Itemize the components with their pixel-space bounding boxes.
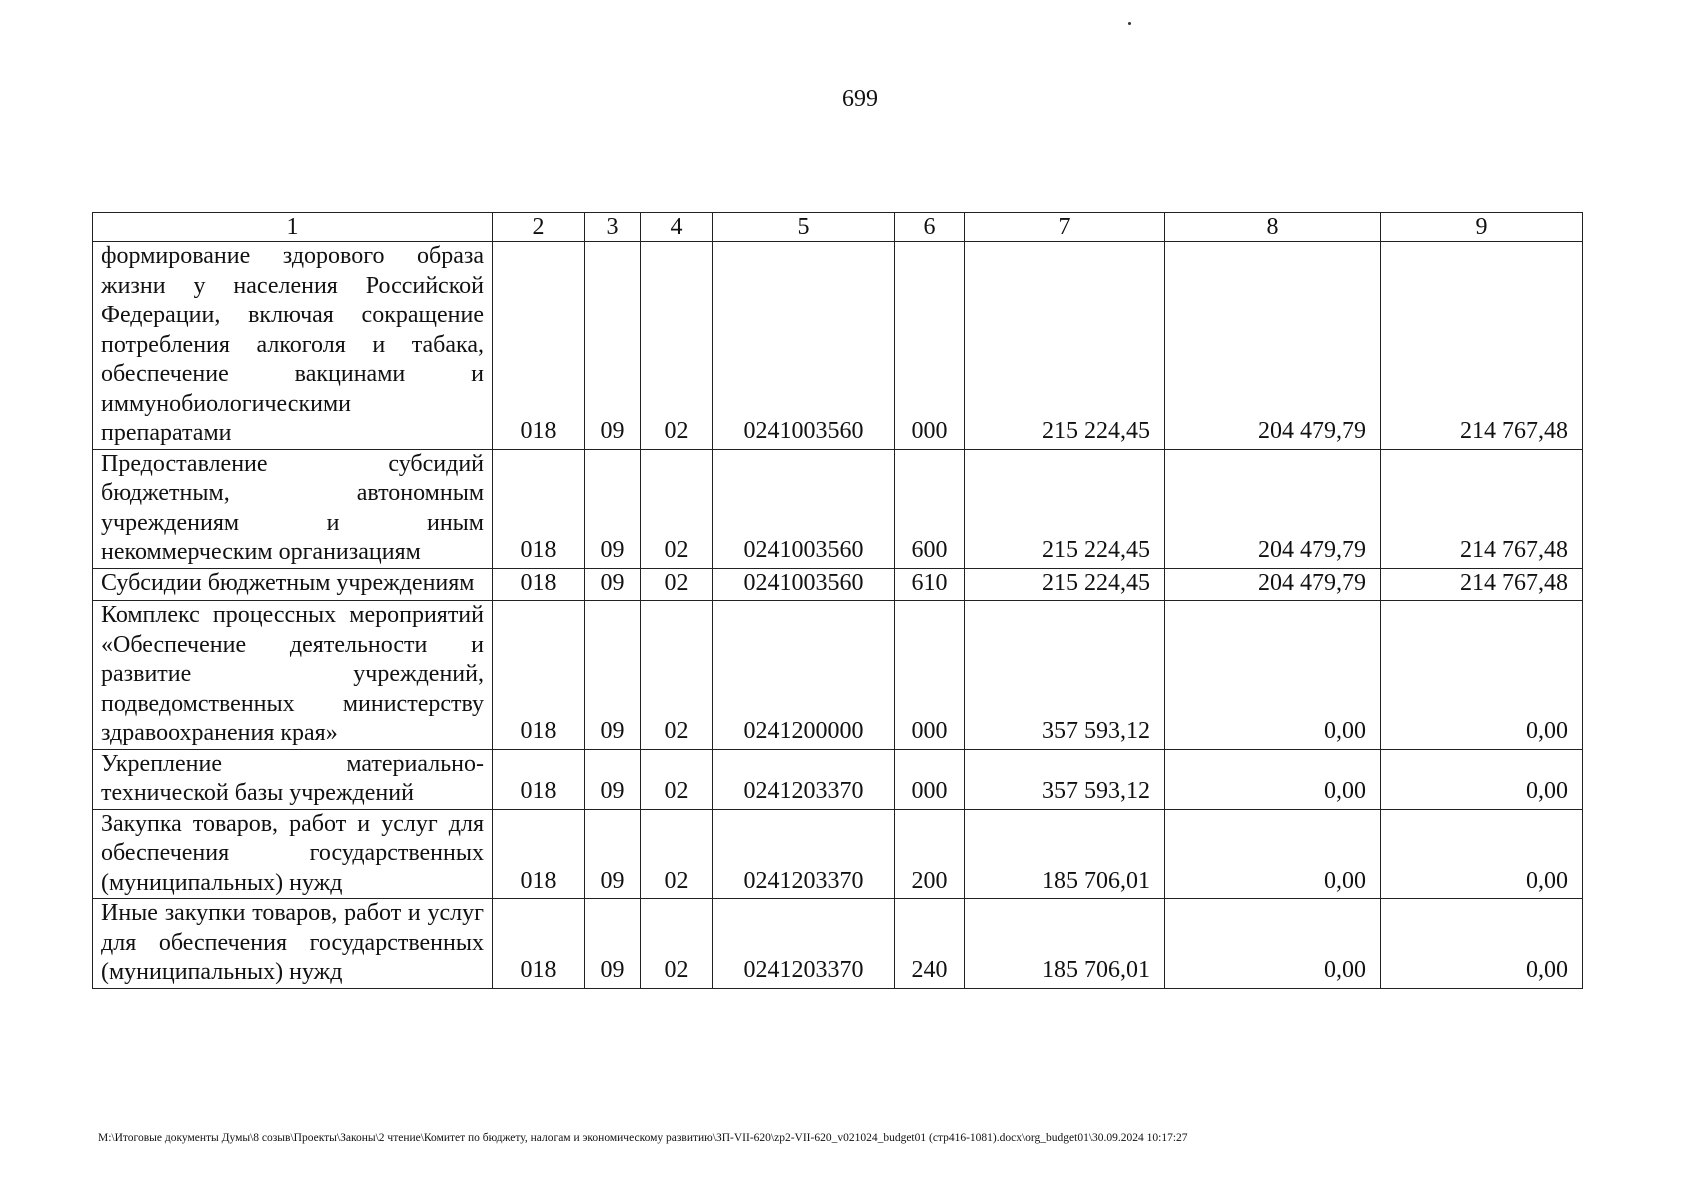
- expense-type-code: 000: [895, 601, 965, 750]
- table-row: [93, 568, 1583, 601]
- amount-col8: 0,00: [1165, 809, 1381, 899]
- table-row: [93, 899, 1583, 989]
- subsection-code: 02: [641, 749, 713, 809]
- amount-col7: 215 224,45: [965, 242, 1165, 450]
- column-header: 5: [713, 213, 895, 242]
- table-row: [93, 601, 1583, 750]
- table-row: [93, 809, 1583, 899]
- subsection-code: 02: [641, 899, 713, 989]
- ministry-code: 018: [493, 568, 585, 601]
- subsection-code: 02: [641, 449, 713, 568]
- target-item-code: 0241203370: [713, 749, 895, 809]
- expense-type-code: 000: [895, 242, 965, 450]
- amount-col8: 0,00: [1165, 899, 1381, 989]
- target-item-code: 0241003560: [713, 568, 895, 601]
- column-header: 6: [895, 213, 965, 242]
- amount-col9: 214 767,48: [1381, 242, 1583, 450]
- section-code: 09: [585, 449, 641, 568]
- section-code: 09: [585, 568, 641, 601]
- section-code: 09: [585, 899, 641, 989]
- amount-col8: 0,00: [1165, 601, 1381, 750]
- ministry-code: 018: [493, 242, 585, 450]
- row-name: формирование здорового образа жизни у населения Российской Федерации, включая сокращение потребления алкоголя и табака, обеспечение вакцинами и иммунобиологическими препаратами: [93, 242, 493, 450]
- subsection-code: 02: [641, 809, 713, 899]
- expense-type-code: 610: [895, 568, 965, 601]
- amount-col8: 204 479,79: [1165, 568, 1381, 601]
- target-item-code: 0241003560: [713, 242, 895, 450]
- row-name: Закупка товаров, работ и услуг для обеспечения государственных (муниципальных) нужд: [93, 809, 493, 899]
- row-name: Предоставление субсидий бюджетным, автономным учреждениям и иным некоммерческим организациям: [93, 449, 493, 568]
- column-header: 1: [93, 213, 493, 242]
- row-name: Субсидии бюджетным учреждениям: [93, 568, 493, 601]
- amount-col7: 185 706,01: [965, 809, 1165, 899]
- expense-type-code: 000: [895, 749, 965, 809]
- section-code: 09: [585, 809, 641, 899]
- section-code: 09: [585, 749, 641, 809]
- subsection-code: 02: [641, 568, 713, 601]
- target-item-code: 0241200000: [713, 601, 895, 750]
- expense-type-code: 200: [895, 809, 965, 899]
- ministry-code: 018: [493, 749, 585, 809]
- table-row: [93, 749, 1583, 809]
- ministry-code: 018: [493, 809, 585, 899]
- target-item-code: 0241203370: [713, 809, 895, 899]
- column-header: 7: [965, 213, 1165, 242]
- amount-col9: 0,00: [1381, 809, 1583, 899]
- table-row: [93, 242, 1583, 450]
- amount-col8: 204 479,79: [1165, 449, 1381, 568]
- amount-col7: 357 593,12: [965, 749, 1165, 809]
- amount-col7: 215 224,45: [965, 568, 1165, 601]
- column-header: 9: [1381, 213, 1583, 242]
- row-name: Иные закупки товаров, работ и услуг для обеспечения государственных (муниципальных) нужд: [93, 899, 493, 989]
- amount-col9: 214 767,48: [1381, 449, 1583, 568]
- ministry-code: 018: [493, 449, 585, 568]
- budget-table: [92, 212, 1583, 989]
- column-header: 2: [493, 213, 585, 242]
- ministry-code: 018: [493, 601, 585, 750]
- scan-speck: [1128, 22, 1131, 25]
- table-row: [93, 449, 1583, 568]
- document-file-path: M:\Итоговые документы Думы\8 созыв\Проекты\Законы\2 чтение\Комитет по бюджету, налогам и экономическому развитию\ЗП-VII-620\zp2-VII-620_v021024_budget01 (стр416-1081).docx\org_budget01\30.09.2024 10:17:27: [98, 1132, 1188, 1144]
- amount-col7: 357 593,12: [965, 601, 1165, 750]
- amount-col8: 0,00: [1165, 749, 1381, 809]
- target-item-code: 0241203370: [713, 899, 895, 989]
- subsection-code: 02: [641, 242, 713, 450]
- amount-col7: 215 224,45: [965, 449, 1165, 568]
- expense-type-code: 600: [895, 449, 965, 568]
- section-code: 09: [585, 242, 641, 450]
- page-number: 699: [842, 86, 878, 112]
- amount-col9: 0,00: [1381, 899, 1583, 989]
- column-header: 8: [1165, 213, 1381, 242]
- amount-col8: 204 479,79: [1165, 242, 1381, 450]
- section-code: 09: [585, 601, 641, 750]
- amount-col9: 214 767,48: [1381, 568, 1583, 601]
- amount-col9: 0,00: [1381, 749, 1583, 809]
- column-header: 3: [585, 213, 641, 242]
- amount-col7: 185 706,01: [965, 899, 1165, 989]
- subsection-code: 02: [641, 601, 713, 750]
- table-header-row: [93, 213, 1583, 242]
- ministry-code: 018: [493, 899, 585, 989]
- expense-type-code: 240: [895, 899, 965, 989]
- target-item-code: 0241003560: [713, 449, 895, 568]
- row-name: Укрепление материально-технической базы учреждений: [93, 749, 493, 809]
- amount-col9: 0,00: [1381, 601, 1583, 750]
- column-header: 4: [641, 213, 713, 242]
- row-name: Комплекс процессных мероприятий «Обеспечение деятельности и развитие учреждений, подведомственных министерству здравоохранения края»: [93, 601, 493, 750]
